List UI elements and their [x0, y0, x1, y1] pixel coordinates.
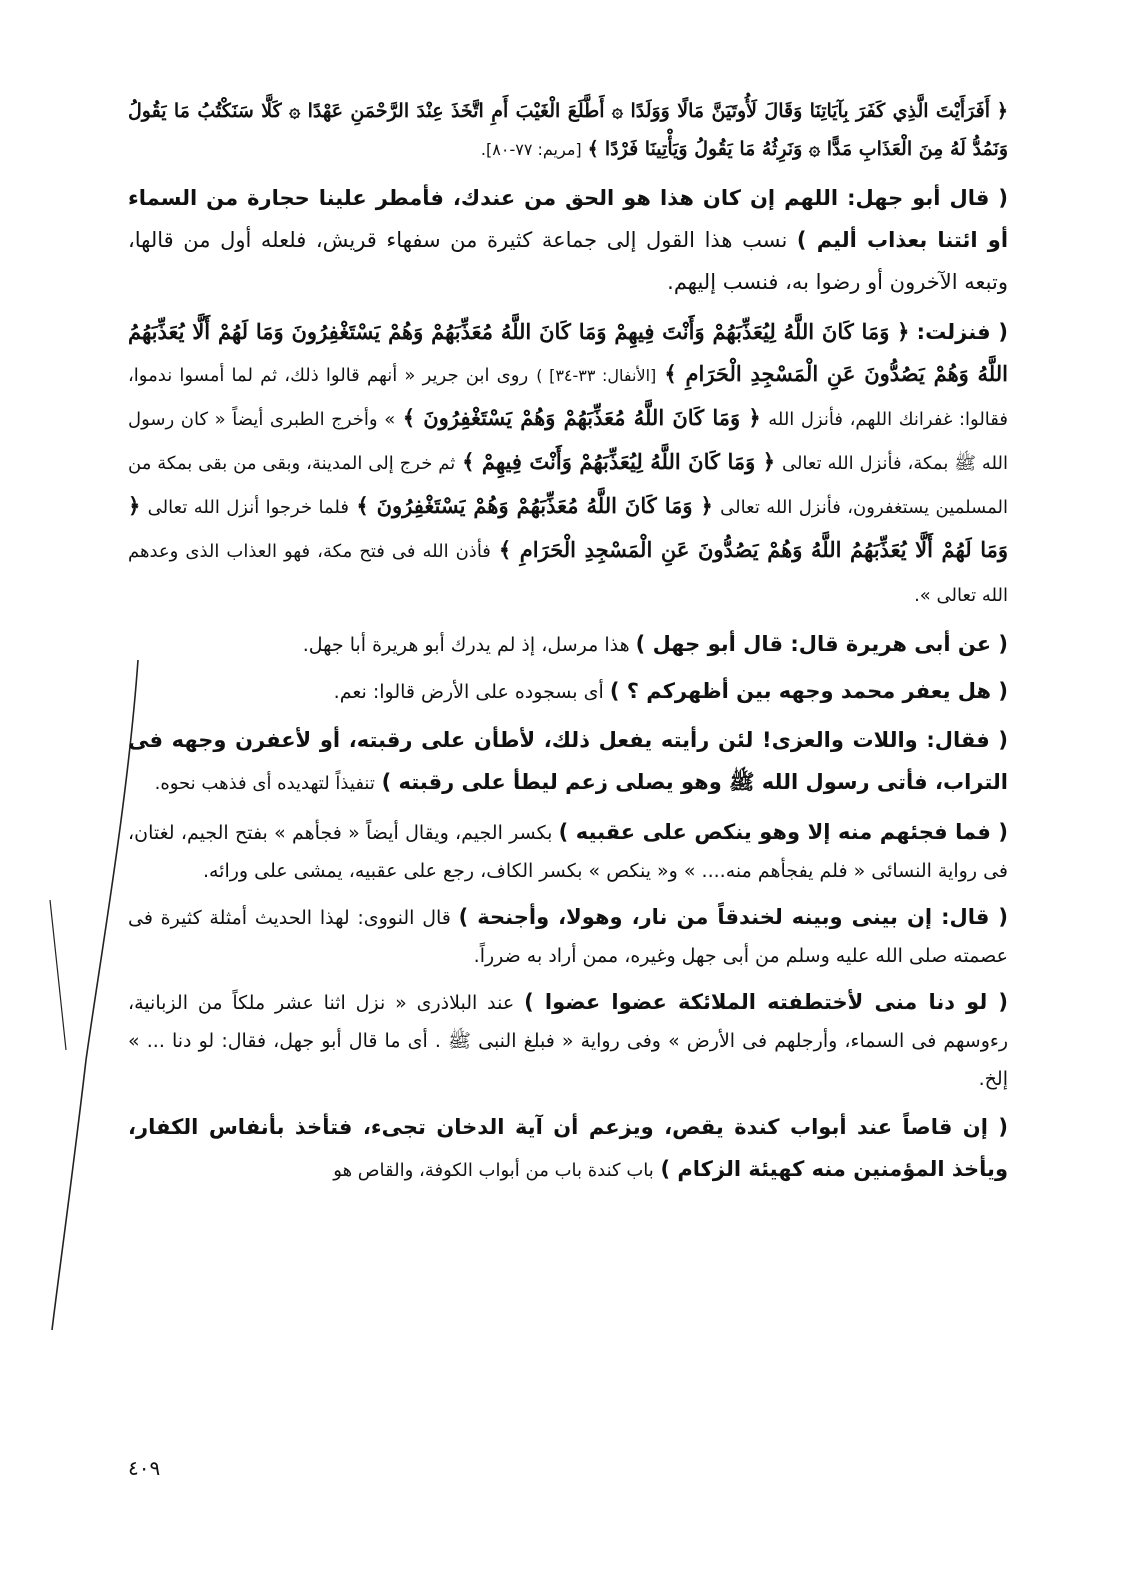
hadith-heading: ( فما فجئهم منه إلا وهو ينكص على عقبيه )	[558, 820, 1008, 844]
paragraph-nuzul-anfal	[128, 311, 1008, 617]
commentary-text: فلما خرجوا أنزل الله تعالى	[147, 497, 349, 518]
ayah-quote: ﴿ وَمَا لَهُمْ أَلَّا يُعَذِّبَهُمُ اللَّهُ وَهُمْ يَصُدُّونَ عَنِ الْمَسْجِدِ الْحَرَامِ ﴾	[128, 493, 1008, 562]
ayah-open-bracket: ﴿	[996, 100, 1008, 122]
hadith-heading: ( إن قاصاً عند أبواب كندة يقص، ويزعم أن آية الدخان تجىء، فتأخذ بأنفاس الكفار، ويأخذ المؤمنين منه كهيئة الزكام )	[128, 1115, 1008, 1181]
paragraph-abu-hurayra	[128, 625, 1008, 664]
paragraph-quran-maryam	[128, 92, 1008, 169]
commentary-text: باب كندة باب من أبواب الكوفة، والقاص هو	[333, 1160, 654, 1181]
page-number: ٤٠٩	[128, 1456, 161, 1480]
commentary-text: بكسر الجيم، ويقال أيضاً « فجأهم » بفتح الجيم، لغتان، فى رواية النسائى « فلم يفجأهم منه.... » و« ينكص » بكسر الكاف، رجع على عقبيه، يمشى على ورائه.	[128, 822, 1008, 882]
commentary-text: تنفيذاً لتهديده أى فذهب نحوه.	[154, 773, 375, 794]
paragraph-allat-uzza	[128, 719, 1008, 805]
ayah-close-bracket: ﴾	[587, 138, 599, 160]
paragraph-yankus	[128, 813, 1008, 890]
ayah-quote: ﴿ وَمَا كَانَ اللَّهُ لِيُعَذِّبَهُمْ وَأَنْتَ فِيهِمْ ﴾	[462, 449, 776, 474]
commentary-text: عند البلاذرى « نزل اثنا عشر ملكاً من الزبانية، رءوسهم فى السماء، وأرجلهم فى الأرض » وفى رواية « فبلغ النبى ﷺ . أى ما قال أبو جهل، فقال: لو دنا ... » إلخ.	[128, 992, 1008, 1090]
hadith-heading: ( فقال: واللات والعزى! لئن رأيته يفعل ذلك، لأطأن على رقبته، أو لأعفرن وجهه فى التراب، فأتى رسول الله ﷺ وهو يصلى زعم ليطأ على رقبته )	[128, 728, 1008, 794]
commentary-text: ثم خرج إلى المدينة، وبقى من بقى بمكة من المسلمين يستغفرون، فأنزل الله تعالى	[128, 453, 1009, 518]
ayah-anfal: ﴿ وَمَا كَانَ اللَّهُ لِيُعَذِّبَهُمْ وَأَنْتَ فِيهِمْ وَمَا كَانَ اللَّهُ مُعَذِّبَهُمْ وَهُمْ يَسْتَغْفِرُونَ وَمَا لَهُمْ أَلَّا يُعَذِّبَهُمُ اللَّهُ وَهُمْ يَصُدُّونَ عَنِ الْمَسْجِدِ الْحَرَامِ ﴾	[128, 319, 1008, 386]
surah-reference: [الأنفال: ٣٣-٣٤] )	[536, 366, 657, 385]
ayah-quote: ﴿ وَمَا كَانَ اللَّهُ مُعَذِّبَهُمْ وَهُمْ يَسْتَغْفِرُونَ ﴾	[356, 493, 713, 518]
paragraph-malaika	[128, 983, 1008, 1098]
ayah-maryam: أَفَرَأَيْتَ الَّذِي كَفَرَ بِآيَاتِنَا وَقَالَ لَأُوتَيَنَّ مَالًا وَوَلَدًا ۞ أَطَّلَعَ الْغَيْبَ أَمِ اتَّخَذَ عِنْدَ الرَّحْمَنِ عَهْدًا ۞ كَلَّا سَنَكْتُبُ مَا يَقُولُ وَنَمُدُّ لَهُ مِنَ الْعَذَابِ مَدًّا ۞ وَنَرِثُهُ مَا يَقُولُ وَيَأْتِينَا فَرْدًا	[128, 100, 1008, 160]
commentary-text: » وأخرج الطبرى أيضاً « كان رسول الله ﷺ بمكة، فأنزل الله تعالى	[128, 409, 1008, 474]
hadith-heading: ( قال: إن بينى وبينه لخندقاً من نار، وهولا، وأجنحة )	[458, 905, 1008, 929]
page-body	[128, 92, 1008, 1200]
commentary-text: نسب هذا القول إلى جماعة كثيرة من سفهاء قريش، فلعله أول من قالها، وتبعه الآخرون أو رضوا به، فنسب إليهم.	[128, 228, 1008, 294]
hadith-heading: ( عن أبى هريرة قال: قال أبو جهل )	[635, 632, 1008, 656]
commentary-text: قال النووى: لهذا الحديث أمثلة كثيرة فى عصمته صلى الله عليه وسلم من أبى جهل وغيره، ممن أراد به ضرراً.	[128, 907, 1008, 967]
commentary-text: روى ابن جرير « أنهم قالوا ذلك، ثم لما أمسوا ندموا، فقالوا: غفرانك اللهم، فأنزل الله	[128, 365, 1008, 430]
paragraph-kinda	[128, 1106, 1008, 1192]
commentary-text: فأذن الله فى فتح مكة، فهو العذاب الذى وعدهم الله تعالى ».	[128, 541, 1008, 606]
ayah-quote: ﴿ وَمَا كَانَ اللَّهُ مُعَذِّبَهُمْ وَهُمْ يَسْتَغْفِرُونَ ﴾	[402, 405, 761, 430]
paragraph-yuaffir	[128, 672, 1008, 711]
hadith-heading: ( قال أبو جهل: اللهم إن كان هذا هو الحق من عندك، فأمطر علينا حجارة من السماء أو ائتنا بعذاب أليم )	[128, 186, 1009, 252]
commentary-text: هذا مرسل، إذ لم يدرك أبو هريرة أبا جهل.	[302, 634, 630, 656]
paragraph-abu-jahl-dua	[128, 177, 1008, 303]
paragraph-khandaq	[128, 898, 1008, 975]
surah-reference: [مريم: ٧٧-٨٠].	[480, 140, 582, 159]
hadith-heading: ( هل يعفر محمد وجهه بين أظهركم ؟ )	[609, 679, 1008, 703]
commentary-text: أى بسجوده على الأرض قالوا: نعم.	[333, 681, 604, 703]
hadith-heading: ( فنزلت:	[916, 320, 1008, 344]
hadith-heading: ( لو دنا منى لأختطفته الملائكة عضوا عضوا )	[524, 990, 1008, 1014]
